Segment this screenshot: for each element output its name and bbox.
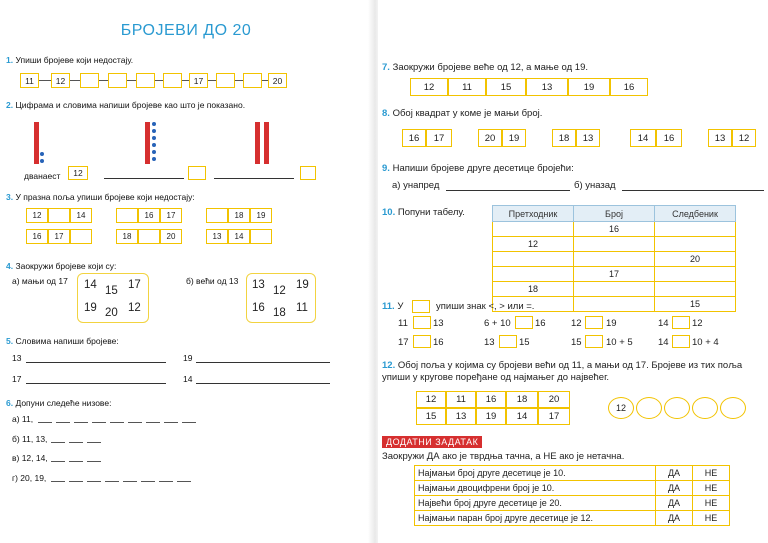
q2-word-line[interactable] <box>104 178 184 179</box>
table-cell[interactable] <box>655 282 736 297</box>
q9-forward-label: а) унапред <box>392 180 440 191</box>
grid-cell: 13 <box>206 229 228 244</box>
ten-rod <box>145 122 150 164</box>
extra-task-prompt: Заокружи ДА ако је тврдња тачна, а НЕ ако је нетачна. <box>382 451 625 462</box>
q6-prompt: 6. Допуни следеће низове: <box>6 398 112 408</box>
grid-cell[interactable] <box>138 229 160 244</box>
grid-cell: 17 <box>48 229 70 244</box>
number-option[interactable]: 19 <box>84 302 97 314</box>
q5-answer-line[interactable] <box>26 362 166 363</box>
table-header: Следбеник <box>655 206 736 222</box>
sign-box[interactable] <box>515 316 533 329</box>
grid-cell: 20 <box>160 229 182 244</box>
connector <box>262 80 268 81</box>
color-square[interactable]: 16 <box>656 129 682 147</box>
table-cell[interactable] <box>574 237 655 252</box>
table-cell[interactable] <box>574 297 655 312</box>
color-square[interactable]: 18 <box>552 129 576 147</box>
color-square[interactable]: 12 <box>732 129 756 147</box>
grid-cell: 16 <box>26 229 48 244</box>
grid-cell: 12 <box>26 208 48 223</box>
table-cell: 12 <box>493 237 574 252</box>
sign-box[interactable] <box>672 316 690 329</box>
table-cell[interactable] <box>655 222 736 237</box>
number-option[interactable]: 11 <box>448 78 486 96</box>
seq-box: 20 <box>268 73 287 88</box>
q4-prompt: 4. Заокружи бројеве који су: <box>6 261 117 271</box>
sign-box[interactable] <box>585 316 603 329</box>
q4-b-label: б) већи од 13 <box>186 276 239 286</box>
grid-cell[interactable]: 11 <box>446 391 476 408</box>
grid-cell: 17 <box>160 208 182 223</box>
seq-box[interactable] <box>216 73 235 88</box>
unit-dot <box>152 157 156 161</box>
seq-box: 11 <box>20 73 39 88</box>
connector <box>155 80 163 81</box>
q5-answer-line[interactable] <box>196 362 330 363</box>
q5-answer-line[interactable] <box>196 383 330 384</box>
grid-cell: 19 <box>250 208 272 223</box>
table-header: Претходник <box>493 206 574 222</box>
answer-circle[interactable] <box>720 397 746 419</box>
q5-number: 13 <box>12 353 22 363</box>
grid-cell: 18 <box>228 208 250 223</box>
number-option[interactable]: 13 <box>526 78 568 96</box>
table-cell[interactable] <box>655 237 736 252</box>
connector <box>127 80 136 81</box>
q6-row-label: г) 20, 19, <box>12 473 47 483</box>
q10-table <box>492 205 736 312</box>
statement: Највећи број друге десетице је 20. <box>415 496 656 511</box>
grid-cell[interactable]: 15 <box>416 408 446 425</box>
q3-prompt: 3. У празна поља упиши бројеве који недостају: <box>6 192 195 202</box>
table-cell: 18 <box>493 282 574 297</box>
q2-word-line[interactable] <box>214 178 294 179</box>
answer-circle[interactable] <box>636 397 662 419</box>
grid-cell[interactable]: 16 <box>476 391 506 408</box>
table-cell[interactable] <box>655 267 736 282</box>
statement: Најмањи паран број друге десетице је 12. <box>415 511 656 526</box>
seq-box[interactable] <box>243 73 262 88</box>
true-false-table <box>414 465 730 526</box>
no-option[interactable]: НЕ <box>693 496 730 511</box>
table-cell: 17 <box>574 267 655 282</box>
ten-rod <box>255 122 260 164</box>
color-square[interactable]: 13 <box>708 129 732 147</box>
q10-prompt: 10. Попуни табелу. <box>382 207 465 218</box>
color-square[interactable]: 19 <box>502 129 526 147</box>
sign-box[interactable] <box>672 335 690 348</box>
q9-backward-line[interactable] <box>622 190 764 191</box>
extra-task-badge: ДОДАТНИ ЗАДАТАК <box>382 436 482 448</box>
table-cell[interactable] <box>493 222 574 237</box>
no-option[interactable]: НЕ <box>693 511 730 526</box>
q5-answer-line[interactable] <box>26 383 166 384</box>
sign-box[interactable] <box>413 335 431 348</box>
table-cell[interactable] <box>493 267 574 282</box>
answer-circle: 12 <box>608 397 634 419</box>
right-page: 7. Заокружи бројеве веће од 12, а мање од 19. 12 11 15 13 19 16 8. Обој квадрат у коме је мањи број. 16 17 20 19 18 13 14 16 13 12 9. Напиши бројеве друге десетице бројећи: а) унапред б) уназад 10. Попуни табелу. Претходник Број Следбеник 16 12 20 17 18 15 11. У упиши знак <, > или =. 11 13 6 + 10 16 12 19 14 12 17 16 13 15 15 10 + 5 14 10 + 4 12. Обој поља у којима су бројеви већи од 11, а мањи од 17. Бројеве из тих поља упиши у кругове поређане од најмањег до највећег. 12 11 16 18 20 15 13 19 14 17 12 ДОДАТНИ ЗАДАТАК Заокружи ДА ако је тврдња тачна, а НЕ ако је нетачна. Најмањи број друге десетице је 10. ДА НЕ Најмањи двоцифрени број је 10. ДА НЕ Највећи број друге десетице је 20. ДА НЕ Најмањи паран број друге десетице је 12. ДА НЕ <box>378 0 768 543</box>
color-square[interactable]: 13 <box>576 129 600 147</box>
grid-cell[interactable]: 13 <box>446 408 476 425</box>
yes-option[interactable]: ДА <box>656 496 693 511</box>
q9-backward-label: б) уназад <box>574 180 616 191</box>
yes-option[interactable]: ДА <box>656 466 693 481</box>
q1-prompt: 1. Упиши бројеве који недостају. <box>6 55 134 65</box>
grid-cell[interactable] <box>48 208 70 223</box>
statement: Најмањи двоцифрени број је 10. <box>415 481 656 496</box>
grid-cell[interactable]: 19 <box>476 408 506 425</box>
q11-sample-box <box>412 300 430 313</box>
table-header: Број <box>574 206 655 222</box>
unit-dot <box>152 150 156 154</box>
grid-cell[interactable] <box>250 229 272 244</box>
q5-number: 17 <box>12 374 22 384</box>
grid-cell[interactable] <box>70 229 92 244</box>
connector <box>235 80 243 81</box>
q8-prompt: 8. Обој квадрат у коме је мањи број. <box>382 108 543 119</box>
seq-box[interactable] <box>108 73 127 88</box>
seq-box: 12 <box>51 73 70 88</box>
q11-prompt-rest: упиши знак <, > или =. <box>436 301 535 312</box>
number-option[interactable]: 18 <box>273 307 286 319</box>
q12-prompt: 12. Обој поља у којима су бројеви већи од 11, а мањи од 17. Бројеве из тих поља упиши у кругове поређане од најмањег до највећег. <box>382 360 743 383</box>
q2-word: дванаест <box>24 171 61 181</box>
table-cell[interactable] <box>493 252 574 267</box>
unit-dot <box>40 159 44 163</box>
connector <box>99 80 108 81</box>
seq-box: 17 <box>189 73 208 88</box>
seq-box[interactable] <box>136 73 155 88</box>
q7-prompt: 7. Заокружи бројеве веће од 12, а мање од 19. <box>382 62 589 73</box>
q2-value-box[interactable] <box>300 166 316 180</box>
number-option[interactable]: 17 <box>128 279 141 291</box>
grid-cell: 14 <box>228 229 250 244</box>
connector <box>208 80 216 81</box>
answer-circle[interactable] <box>664 397 690 419</box>
grid-cell[interactable] <box>116 208 138 223</box>
page-title: БРОЈЕВИ ДО 20 <box>120 22 252 39</box>
unit-dot <box>152 122 156 126</box>
q2-prompt: 2. Цифрама и словима напиши бројеве као што је показано. <box>6 100 246 110</box>
grid-cell[interactable]: 20 <box>538 391 570 408</box>
color-square[interactable]: 20 <box>478 129 502 147</box>
q5-prompt: 5. Словима напиши бројеве: <box>6 336 119 346</box>
q2-value-box[interactable] <box>188 166 206 180</box>
number-option[interactable]: 15 <box>486 78 526 96</box>
grid-cell: 16 <box>138 208 160 223</box>
q6-row-label: б) 11, 13, <box>12 434 48 444</box>
no-option[interactable]: НЕ <box>693 466 730 481</box>
table-cell[interactable] <box>574 252 655 267</box>
grid-cell[interactable] <box>206 208 228 223</box>
no-option[interactable]: НЕ <box>693 481 730 496</box>
answer-circle[interactable] <box>692 397 718 419</box>
color-square[interactable]: 14 <box>630 129 656 147</box>
seq-box[interactable] <box>80 73 99 88</box>
q5-number: 14 <box>183 374 193 384</box>
grid-cell[interactable]: 18 <box>506 391 538 408</box>
ten-rod <box>264 122 269 164</box>
q2-value-box: 12 <box>68 166 88 180</box>
number-option[interactable]: 13 <box>252 279 265 291</box>
q5-number: 19 <box>183 353 193 363</box>
number-option[interactable]: 12 <box>410 78 448 96</box>
yes-option[interactable]: ДА <box>656 481 693 496</box>
connector <box>182 80 189 81</box>
number-option[interactable]: 11 <box>296 302 308 314</box>
q6-row-label: а) 11, <box>12 414 34 424</box>
q6-row-label: в) 12, 14, <box>12 453 48 463</box>
number-option[interactable]: 20 <box>105 307 118 319</box>
left-page <box>0 0 372 543</box>
table-cell[interactable] <box>574 282 655 297</box>
unit-dot <box>152 143 156 147</box>
table-cell: 16 <box>574 222 655 237</box>
number-option[interactable]: 16 <box>252 302 265 314</box>
sign-box[interactable] <box>499 335 517 348</box>
unit-dot <box>152 136 156 140</box>
grid-cell[interactable]: 17 <box>538 408 570 425</box>
number-option[interactable]: 12 <box>273 285 286 297</box>
yes-option[interactable]: ДА <box>656 511 693 526</box>
table-cell: 20 <box>655 252 736 267</box>
grid-cell[interactable]: 14 <box>506 408 538 425</box>
connector <box>39 80 51 81</box>
number-option[interactable]: 15 <box>105 285 118 297</box>
sign-box[interactable] <box>585 335 603 348</box>
q9-prompt: 9. Напиши бројеве друге десетице бројећи: <box>382 163 574 174</box>
grid-cell: 18 <box>116 229 138 244</box>
color-square[interactable]: 17 <box>426 129 452 147</box>
statement: Најмањи број друге десетице је 10. <box>415 466 656 481</box>
grid-cell[interactable]: 12 <box>416 391 446 408</box>
grid-cell: 14 <box>70 208 92 223</box>
number-option[interactable]: 19 <box>296 279 309 291</box>
color-square[interactable]: 16 <box>402 129 426 147</box>
connector <box>70 80 80 81</box>
unit-dot <box>152 129 156 133</box>
number-option[interactable]: 12 <box>128 302 141 314</box>
ten-rod <box>34 122 39 164</box>
q4-a-label: а) мањи од 17 <box>12 276 68 286</box>
sign-box[interactable] <box>413 316 431 329</box>
seq-box[interactable] <box>163 73 182 88</box>
q11-prompt: 11. У <box>382 301 404 312</box>
number-option[interactable]: 14 <box>84 279 97 291</box>
number-option[interactable]: 19 <box>568 78 610 96</box>
unit-dot <box>40 152 44 156</box>
q9-forward-line[interactable] <box>446 190 570 191</box>
number-option[interactable]: 16 <box>610 78 648 96</box>
table-cell: 15 <box>655 297 736 312</box>
